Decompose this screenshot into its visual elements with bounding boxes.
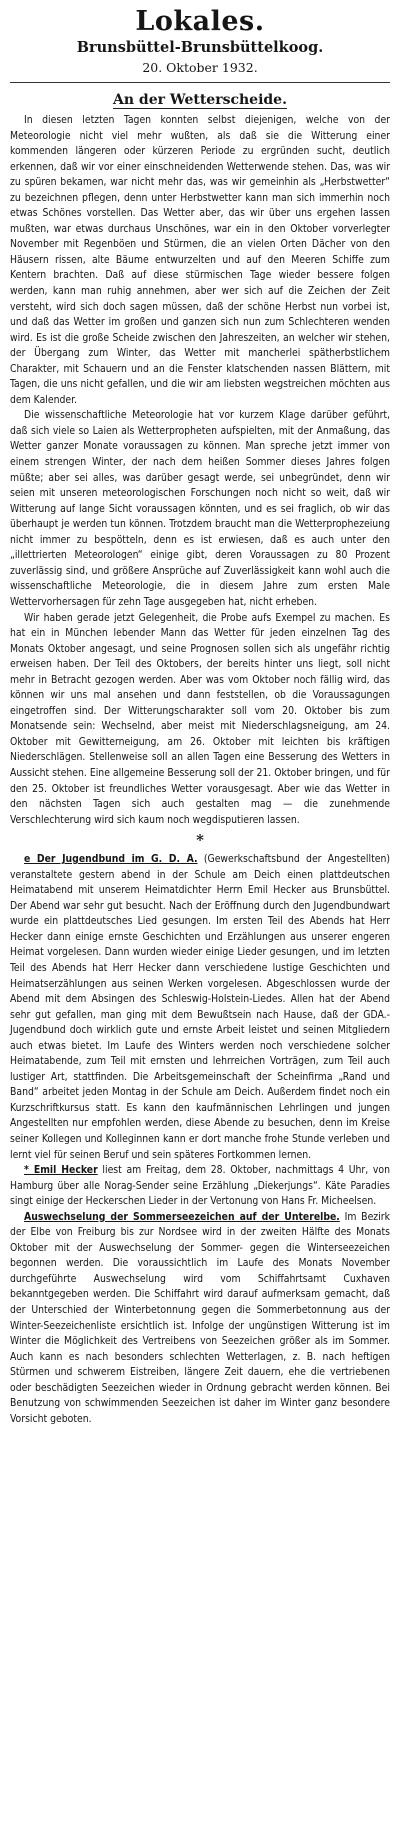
news-item-lead: e Der Jugendbund im G. D. A. bbox=[24, 853, 198, 866]
header-rule bbox=[10, 82, 390, 83]
article-paragraph: Wir haben gerade jetzt Gelegenheit, die Probe aufs Exempel zu machen. Es hat ein in München lebender Mann das Wetter für jeden einzelnen Tag des Monats Oktober angesagt, und seine Prognosen sollen sich als ungefähr richtig erweisen haben. Der Teil des Oktobers, der bereits hinter uns liegt, soll nicht mehr in Betracht gezogen werden. Aber was vom Oktober noch fällig wird, das können wir uns mal ansehen und dann feststellen, ob die Voraussagungen eingetroffen sind. Der Witterungscharakter soll vom 20. Oktober bis zum Monatsende sein: Wechselnd, aber meist mit Niederschlagsneigung, am 24. Oktober mit Gewitterneigung, am 26. Oktober mit leichten bis kräftigen Niederschlägen. Stellenweise soll an allen Tagen eine Besserung des Wetters in Aussicht stehen. Eine allgemeine Besserung soll der 21. Oktober bringen, und für den 25. Oktober ist freundliches Wetter vorausgesagt. Aber wie das Wetter in den nächsten Tagen sich auch gestalten mag — die zunehmende Verschlechterung wird sich kaum noch wegdisputieren lassen. bbox=[10, 611, 390, 826]
news-item-lead: Auswechselung der Sommerseezeichen auf der Unterelbe. bbox=[24, 1210, 340, 1223]
article-paragraph: Die wissenschaftliche Meteorologie hat vor kurzem Klage darüber geführt, daß sich viele so Laien als Wetterpropheten aufspielten, mit der Anmaßung, das Wetter ganzer Monate voraussagen zu können. Man spreche jetzt immer von einem strengen Winter, der nach dem heißen Sommer dieses Jahres folgen müßte; aber sei alles, was darüber gesagt werde, sei unbegründet, denn wir seien mit unseren meteorologischen Forschungen noch nicht so weit, daß wir Witterung auf lange Sicht voraussagen könnten, und es sei fraglich, ob wir das überhaupt je werden tun können. Trotzdem braucht man die Wetterprophezeiung nicht immer zu bespötteln, denn es ist erwiesen, daß es auch unter den „illettrierten Meteorologen“ einige gibt, deren Voraussagen zu 80 Prozent zuverlässig sind, und größere Ansprüche auf Zuverlässigkeit kann wohl auch die wissenschaftliche Meteorologie, die in diesem Jahre zum ersten Male Wettervorhersagen für zehn Tage ausgegeben hat, nicht erheben. bbox=[10, 409, 390, 608]
date-line: 20. Oktober 1932. bbox=[142, 60, 258, 75]
section-separator: * bbox=[196, 831, 204, 850]
article-title-text: An der Wetterscheide. bbox=[113, 92, 287, 108]
news-item-text: liest am Freitag, dem 28. Oktober, nachmittags 4 Uhr, von Hamburg über alle Norag-Sender seine Erzählung „Diekerjungs“. Käte Paradies singt einige der Heckerschen Lieder in der Vertonung von Hans Fr. Micheelsen. bbox=[10, 1164, 391, 1208]
news-item-seezeichen bbox=[10, 1210, 390, 1428]
news-item-text: Im Bezirk der Elbe von Freiburg bis zur Nordsee wird in der zweiten Hälfte des Monats Oktober mit der Auswechselung der Sommer- gegen die Winterseezeichen begonnen werden. Die voraussichtlich im Laufe des Monats November durchgeführte Auswechselung wird vom Schiffahrtsamt Cuxhaven bekanntgegeben werden. Die Schiffahrt wird darauf aufmerksam gemacht, daß der Unterschied der Winterbetonnung gegen die Sommerbetonnung aus der Winter-Seezeichenliste ersichtlich ist. Infolge der ungünstigen Witterung ist im Winter die Möglichkeit des Vertreibens von Seezeichen größer als im Sommer. Auch kann es nach besonders schlechten Wetterlagen, z. B. nach heftigen Stürmen und schwerem Eistreiben, längere Zeit dauern, ehe die vertriebenen oder beschädigten Seezeichen wieder in Ordnung gebracht werden können. Bei Benutzung von schwimmenden Seezeichen ist daher im Winter ganz besondere Vorsicht geboten. bbox=[10, 1210, 390, 1425]
location-line: Brunsbüttel-Brunsbüttelkoog. bbox=[76, 39, 324, 56]
article-paragraph: In diesen letzten Tagen konnten selbst diejenigen, welche von der Meteorologie nicht viel mehr wußten, als daß sie die Witterung einer kommenden längeren oder kürzeren Periode zu ergründen sucht, deutlich erkennen, daß wir vor einer einschneidenden Wetterwende stehen. Das, was wir zu spüren bekamen, war nicht mehr das, was wir gemeinhin als „Herbstwetter“ zu bezeichnen pflegen, denn unter Herbstwetter kann man sich immerhin noch etwas Schönes vorstellen. Das Wetter aber, das wir über uns ergehen lassen mußten, war etwas durchaus Unschönes, war ein in den Oktober vorverlegter November mit Regenböen und Stürmen, die an vielen Orten Dächer von den Häusern rissen, alte Bäume entwurzelten und auf den Meeren Schiffe zum Kentern brachten. Daß auf diese stürmischen Tage wieder bessere folgen werden, kann man ruhig annehmen, aber wer sich auf die Zeichen der Zeit versteht, wird sich doch sagen müssen, daß der schöne Herbst nun vorbei ist, und daß das Wetter im großen und ganzen sich nun zum Schlechteren wenden wird. Es ist die große Scheide zwischen den Jahreszeiten, an welcher wir stehen, der Übergang zum Winter, das Wetter mit mancherlei spätherbstlichem Charakter, mit Schauern und an die Fenster klatschenden nassen Blättern, mit Tagen, die uns nicht gefallen, und die wir am liebsten wegstreichen möchten aus dem Kalender. bbox=[10, 114, 390, 406]
news-item-text: (Gewerkschaftsbund der Angestellten) veranstaltete gestern abend in der Schule am Deich einen plattdeutschen Heimatabend mit unserem Heimatdichter Herrn Emil Hecker aus Brunsbüttel. Der Abend war sehr gut besucht. Nach der Eröffnung durch den Jugendbundwart wurde ein plattdeutsches Lied gesungen. Im ersten Teil des Abends hat Herr Hecker dann einige ernste Geschichten und Erzählungen aus unserer engeren Heimat vorgelesen. Dann wurden wieder einige Lieder gesungen, und im letzten Teil des Abends hat Herr Hecker dann verschiedene lustige Geschichten und Heimatserzählungen aus seinen Werken vorgelesen. Abgeschlossen wurde der Abend mit dem Absingen des Schleswig-Holstein-Liedes. Allen hat der Abend sehr gut gefallen, man ging mit dem Bewußtsein nach Hause, daß der GDA.-Jugendbund doch wirklich gute und ernste Arbeit leistet und seinen Mitgliedern auch etwas bietet. Im Laufe des Winters werden noch verschiedene solcher Heimatabende, zum Teil mit ernsten und lehrreichen Vorträgen, zum Teil auch lustiger Art, stattfinden. Die Arbeitsgemeinschaft der Scheinfirma „Rand und Band“ arbeitet jeden Montag in der Schule am Deich. Außerdem findet noch ein Kurzschriftkursus statt. Es kann den kaufmännischen Lehrlingen und jungen Angestellten nur empfohlen werden, diese Abende zu besuchen, denn im Kreise seiner Kollegen und Kolleginnen kann er dort manche frohe Stunde verleben und lernt viel für seinen Beruf und sein späteres Fortkommen lernen. bbox=[10, 853, 390, 1161]
article-title bbox=[10, 89, 390, 111]
section-title: Lokales. bbox=[135, 6, 265, 37]
news-item-hecker bbox=[10, 1163, 390, 1210]
news-item-lead: * Emil Hecker bbox=[24, 1164, 98, 1177]
news-item-jugendbund bbox=[10, 852, 390, 1163]
